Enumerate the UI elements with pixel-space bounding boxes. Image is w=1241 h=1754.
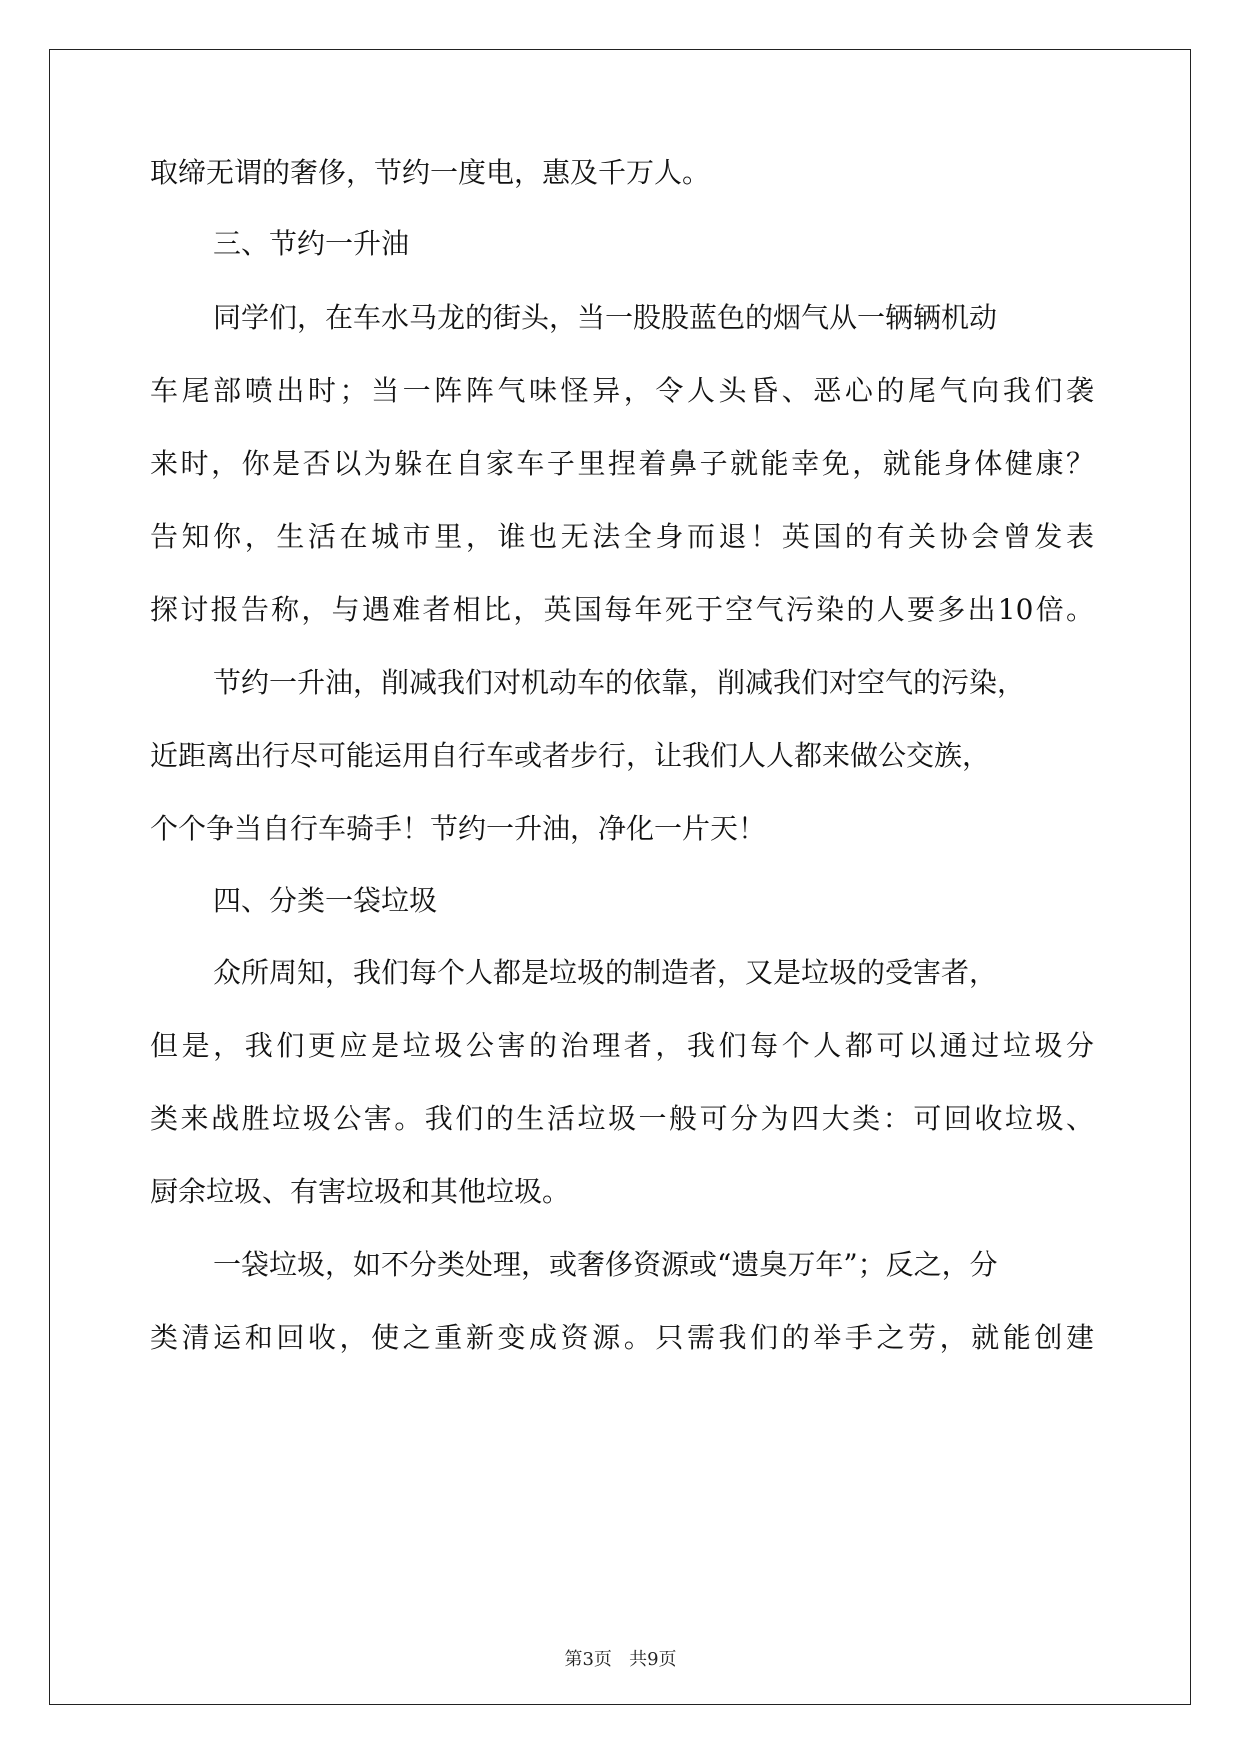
paragraph-line: 但是，我们更应是垃圾公害的治理者，我们每个人都可以通过垃圾分 xyxy=(150,1029,1094,1062)
paragraph-line: 一袋垃圾，如不分类处理，或奢侈资源或“遗臭万年”；反之，分 xyxy=(213,1248,998,1281)
page-total: 共9页 xyxy=(629,1649,677,1670)
section-heading: 三、节约一升油 xyxy=(213,227,410,260)
paragraph-line: 厨余垃圾、有害垃圾和其他垃圾。 xyxy=(150,1175,571,1208)
paragraph-line: 同学们，在车水马龙的街头，当一股股蓝色的烟气从一辆辆机动 xyxy=(213,301,998,334)
paragraph-line: 节约一升油，削减我们对机动车的依靠，削减我们对空气的污染， xyxy=(213,666,1026,699)
page-number: 第3页 xyxy=(564,1649,612,1670)
paragraph-line: 车尾部喷出时；当一阵阵气味怪异，令人头昏、恶心的尾气向我们袭 xyxy=(150,374,1094,407)
paragraph-line: 类来战胜垃圾公害。我们的生活垃圾一般可分为四大类：可回收垃圾、 xyxy=(150,1102,1094,1135)
paragraph-line: 近距离出行尽可能运用自行车或者步行，让我们人人都来做公交族， xyxy=(150,739,991,772)
section-heading: 四、分类一袋垃圾 xyxy=(213,884,438,917)
paragraph-line: 告知你，生活在城市里，谁也无法全身而退！英国的有关协会曾发表 xyxy=(150,520,1094,553)
paragraph-line: 取缔无谓的奢侈，节约一度电，惠及千万人。 xyxy=(150,156,711,189)
paragraph-line: 类清运和回收，使之重新变成资源。只需我们的举手之劳，就能创建 xyxy=(150,1321,1094,1354)
paragraph-line: 来时，你是否以为躲在自家车子里捏着鼻子就能幸免，就能身体健康？ xyxy=(150,447,1094,480)
paragraph-line: 众所周知，我们每个人都是垃圾的制造者，又是垃圾的受害者， xyxy=(213,956,998,989)
paragraph-line: 探讨报告称，与遇难者相比，英国每年死于空气污染的人要多出10倍。 xyxy=(150,593,1094,626)
page-footer xyxy=(0,1645,1241,1671)
paragraph-line: 个个争当自行车骑手！节约一升油，净化一片天！ xyxy=(150,812,767,845)
